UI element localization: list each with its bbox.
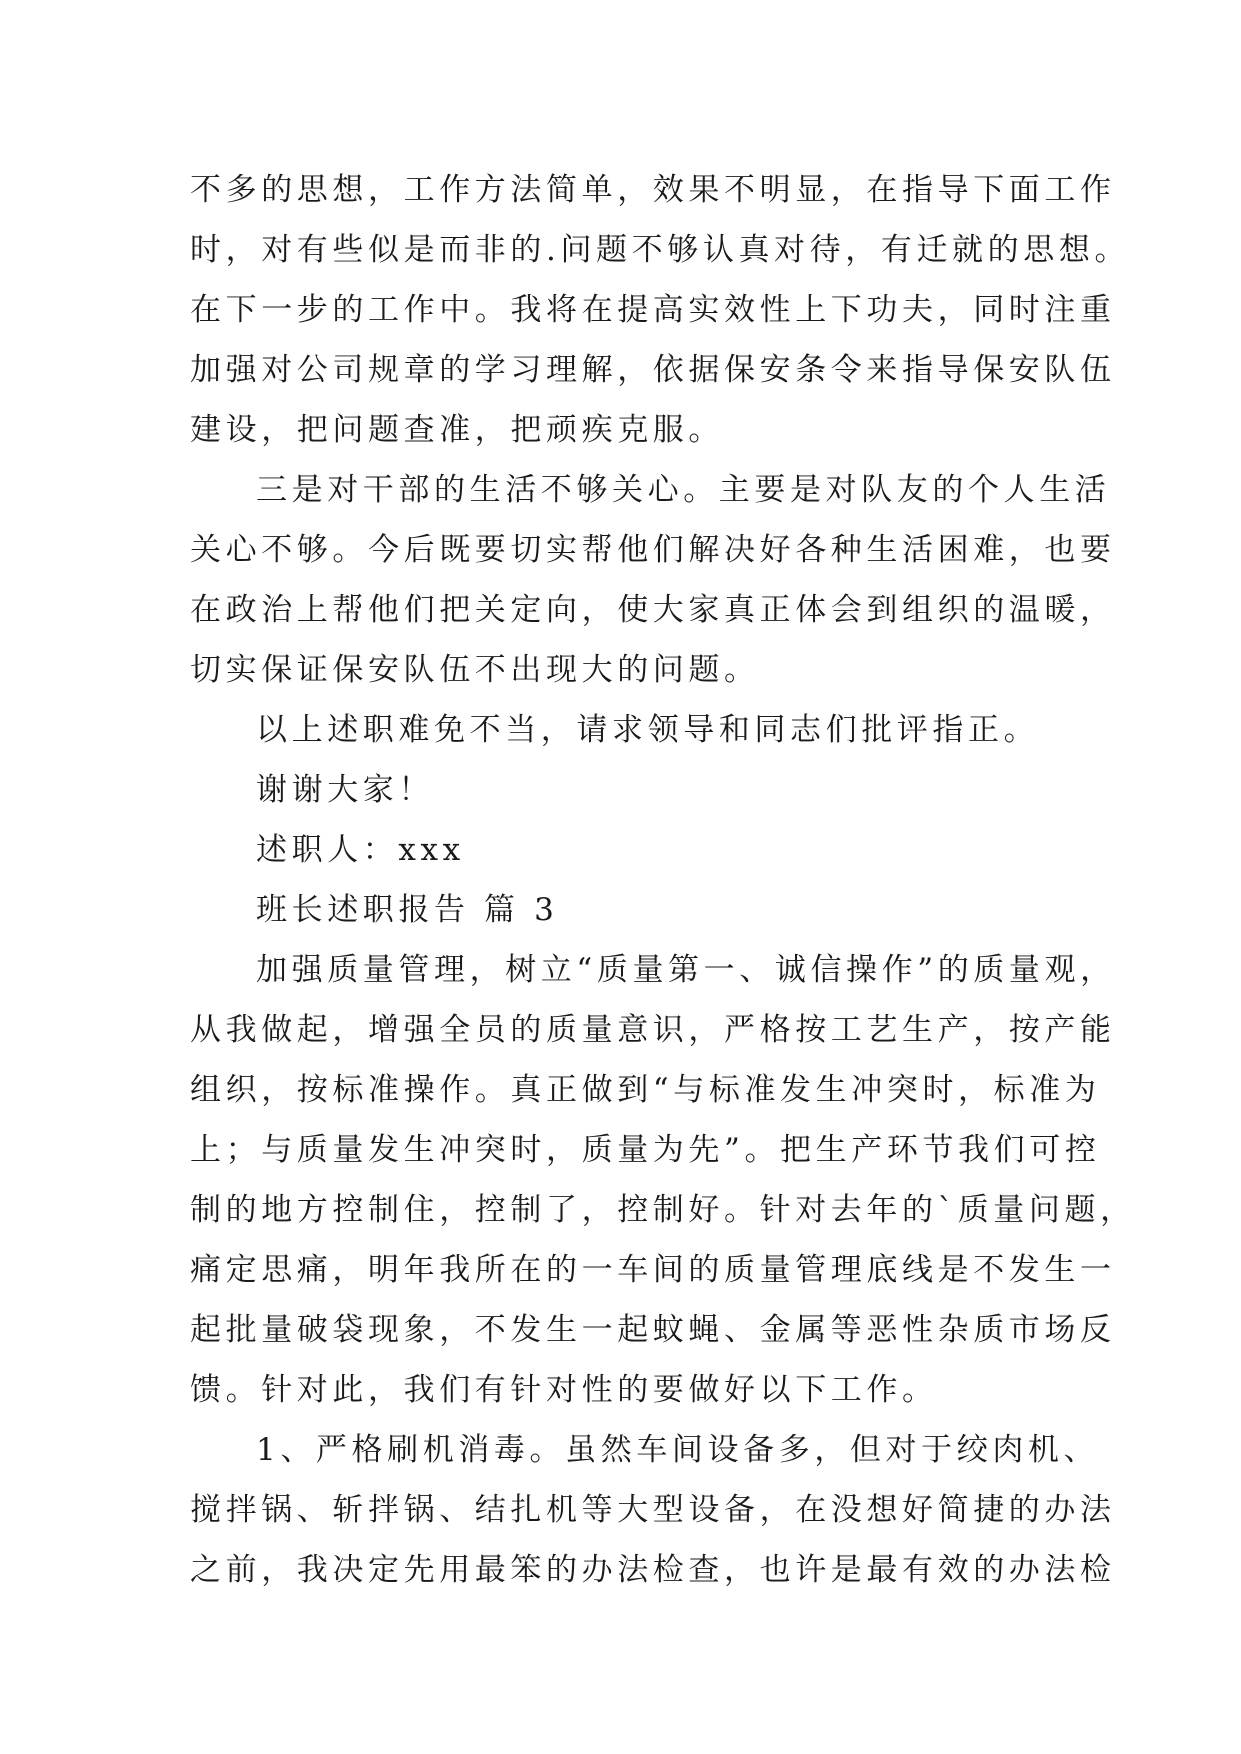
reporter-signature: 述职人：xxx	[256, 832, 465, 868]
paragraph-start-line: 1、严格刷机消毒。虽然车间设备多，但对于绞肉机、	[256, 1432, 1100, 1468]
closing-thanks: 谢谢大家！	[256, 772, 434, 808]
document-body	[190, 160, 1136, 1600]
text-line: 搅拌锅、斩拌锅、结扎机等大型设备，在没想好简捷的办法	[190, 1492, 1116, 1528]
text-line: 不多的思想，工作方法简单，效果不明显，在指导下面工作	[190, 172, 1116, 208]
paragraph-start-line: 以上述职难免不当，请求领导和同志们批评指正。	[256, 712, 1040, 748]
text-line: 建设，把问题查准，把顽疾克服。	[190, 412, 724, 448]
text-line: 之前，我决定先用最笨的办法检查，也许是最有效的办法检	[190, 1552, 1116, 1588]
text-line: 加强对公司规章的学习理解，依据保安条令来指导保安队伍	[190, 352, 1116, 388]
paragraph-start-line: 加强质量管理，树立“质量第一、诚信操作”的质量观，	[256, 952, 1116, 988]
text-line: 上；与质量发生冲突时，质量为先”。把生产环节我们可控	[190, 1132, 1101, 1168]
text-line: 馈。针对此，我们有针对性的要做好以下工作。	[190, 1372, 938, 1408]
text-line: 在政治上帮他们把关定向，使大家真正体会到组织的温暖，	[190, 592, 1116, 628]
text-line: 从我做起，增强全员的质量意识，严格按工艺生产，按产能	[190, 1012, 1116, 1048]
text-line: 关心不够。今后既要切实帮他们解决好各种生活困难，也要	[190, 532, 1116, 568]
paragraph-start-line: 三是对干部的生活不够关心。主要是对队友的个人生活	[256, 472, 1111, 508]
text-line: 组织，按标准操作。真正做到“与标准发生冲突时，标准为	[190, 1072, 1101, 1108]
text-line: 起批量破袋现象，不发生一起蚊蝇、金属等恶性杂质市场反	[190, 1312, 1116, 1348]
text-line: 痛定思痛，明年我所在的一车间的质量管理底线是不发生一	[190, 1252, 1116, 1288]
text-line: 制的地方控制住，控制了，控制好。针对去年的`质量问题，	[190, 1192, 1136, 1228]
text-line: 切实保证保安队伍不出现大的问题。	[190, 652, 760, 688]
text-line: 在下一步的工作中。我将在提高实效性上下功夫，同时注重	[190, 292, 1116, 328]
section-heading: 班长述职报告 篇 3	[256, 892, 559, 928]
text-line: 时，对有些似是而非的.问题不够认真对待，有迁就的思想。	[190, 232, 1131, 268]
